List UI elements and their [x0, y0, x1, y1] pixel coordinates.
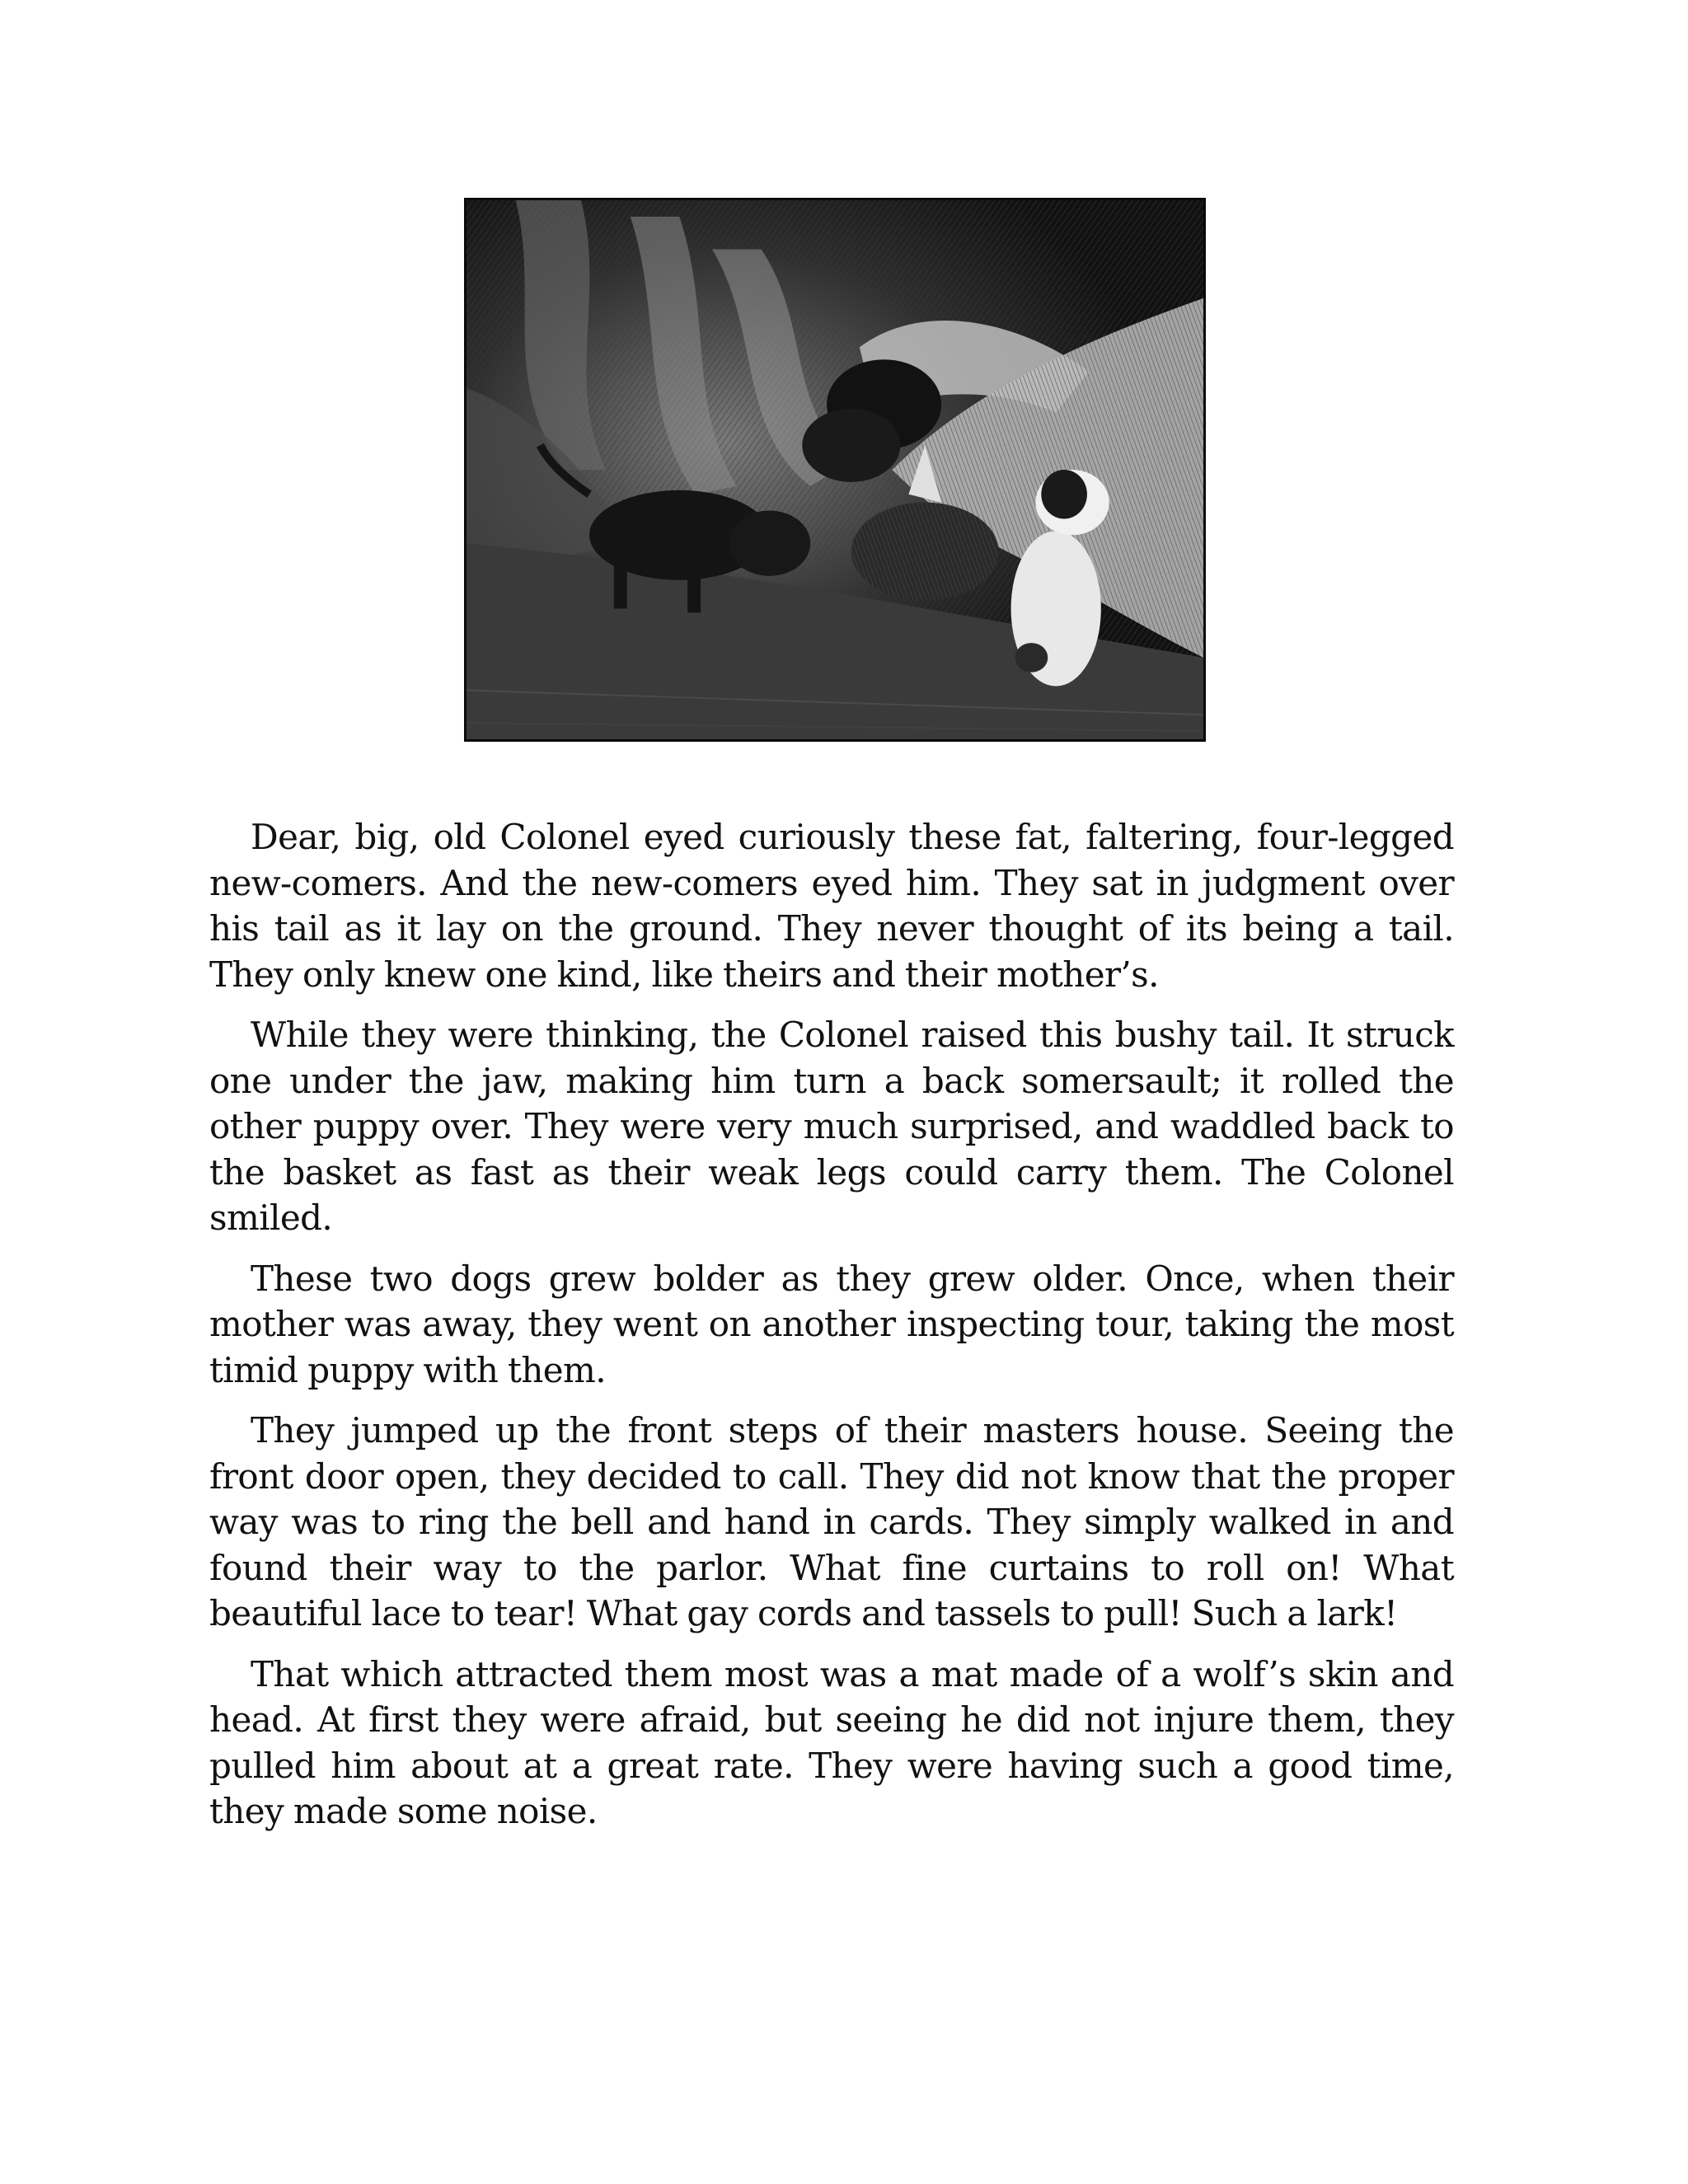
paragraph: Dear, big, old Colonel eyed curiously these fat, faltering, four-legged new-comers. And the new-comers eyed him. They sat in judgment over his tail as it lay on the ground. They never thought of its being a tail. They only knew one kind, like theirs and their mother’s. — [209, 817, 1454, 995]
paragraph: That which attracted them most was a mat made of a wolf’s skin and head. At first they were afraid, but seeing he did not injure them, they pulled him about at a great rate. They were having such a good time, they made some noise. — [209, 1653, 1454, 1831]
engraving-illustration — [464, 198, 1206, 742]
paragraph: They jumped up the front steps of their masters house. Seeing the front door open, they decided to call. They did not know that the proper way was to ring the bell and hand in cards. They simply walked in and found their way to the parlor. What fine curtains to roll on! What beautiful lace to tear! What gay cords and tassels to pull! Such a lark! — [209, 1410, 1454, 1633]
paragraph: These two dogs grew bolder as they grew older. Once, when their mother was away, they went on another inspecting tour, taking the most timid puppy with them. — [209, 1258, 1454, 1390]
paragraph: While they were thinking, the Colonel raised this bushy tail. It struck one under the jaw, making him turn a back somersault; it rolled the other puppy over. They were very much surprised, and waddled back to the basket as fast as their weak legs could carry them. The Colonel smiled. — [209, 1015, 1454, 1238]
body-text — [209, 814, 1454, 1849]
engraving-artwork — [467, 200, 1203, 739]
